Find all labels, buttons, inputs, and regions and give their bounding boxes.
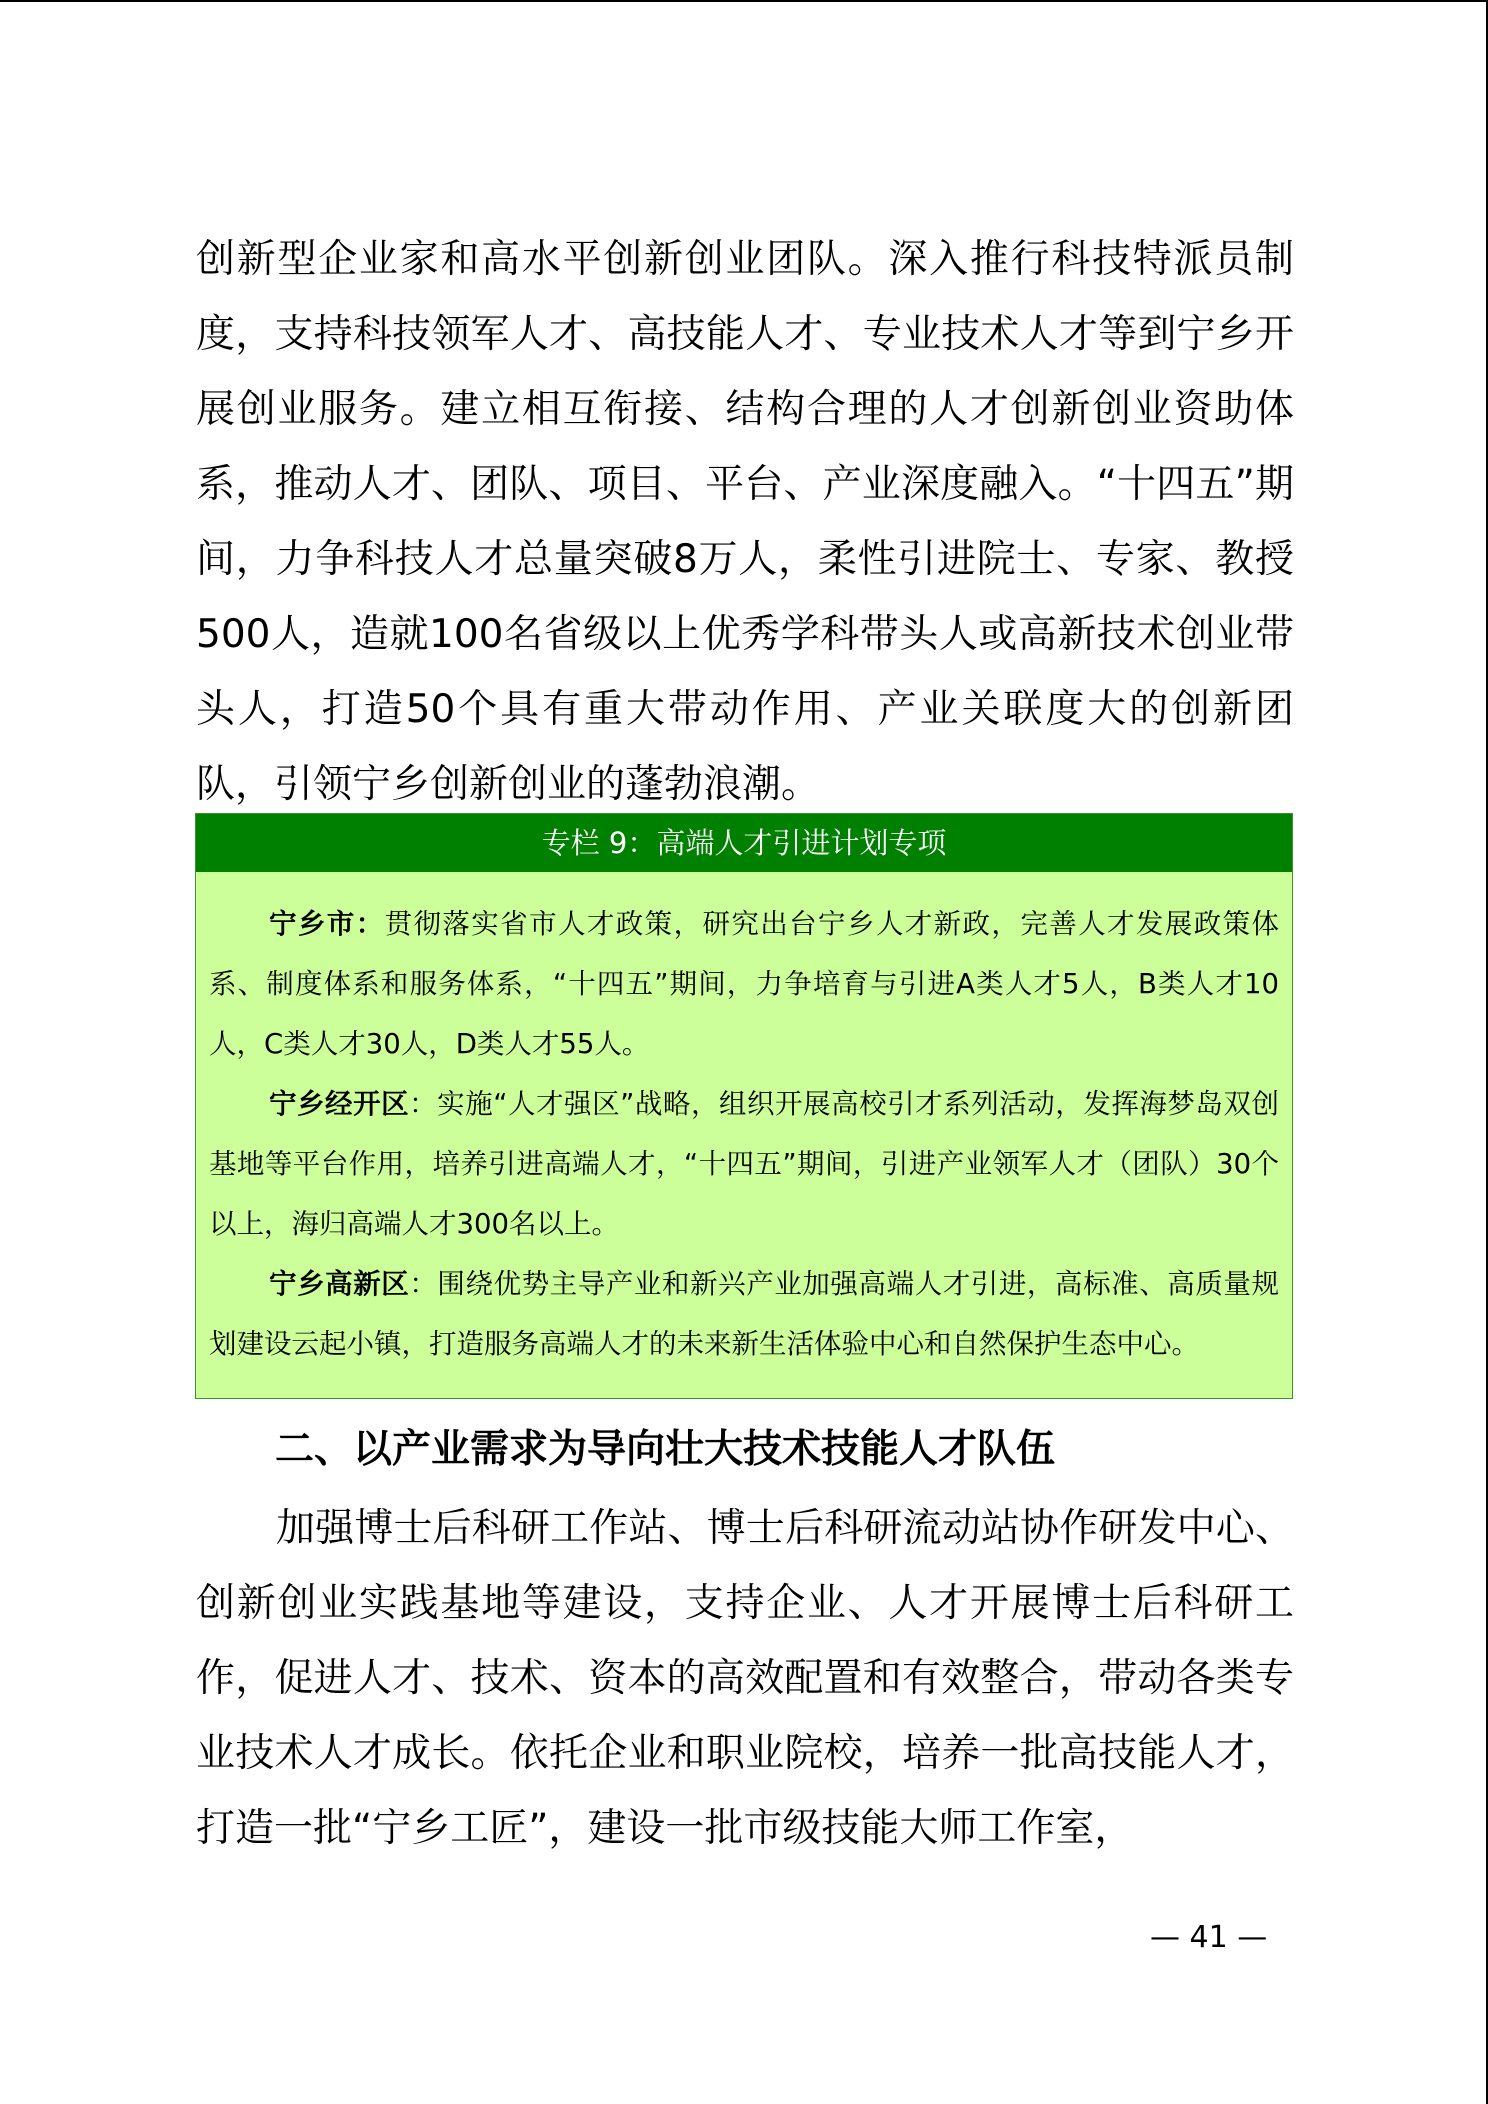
sidebar-item-lead: 宁乡经开区 xyxy=(269,1088,410,1120)
body-paragraph-1: 创新型企业家和高水平创新创业团队。深入推行科技特派员制度，支持科技领军人才、高技能人才、专业技术人才等到宁乡开展创业服务。建立相互衔接、结构合理的人才创新创业资助体系，推动人才、团队、项目、平台、产业深度融入。“十四五”期间，力争科技人才总量突破8万人，柔性引进院士、专家、教授500人，造就100名省级以上优秀学科带头人或高新技术创业带头人，打造50个具有重大带动作用、产业关联度大的创新团队，引领宁乡创新创业的蓬勃浪潮。 xyxy=(196,237,1294,807)
sidebar-title: 专栏 9：高端人才引进计划专项 xyxy=(196,814,1292,872)
section-heading: 二、以产业需求为导向壮大技术技能人才队伍 xyxy=(275,1427,1056,1472)
sidebar-body xyxy=(196,872,1292,1374)
page-top-border xyxy=(0,0,1488,2)
sidebar-item-text: 贯彻落实省市人才政策，研究出台宁乡人才新政，完善人才发展政策体系、制度体系和服务体系，“十四五”期间，力争培育与引进A类人才5人，B类人才10人，C类人才30人，D类人才55人。 xyxy=(209,908,1280,1060)
body-paragraph-2: 加强博士后科研工作站、博士后科研流动站协作研发中心、创新创业实践基地等建设，支持企业、人才开展博士后科研工作，促进人才、技术、资本的高效配置和有效整合，带动各类专业技术人才成长。依托企业和职业院校，培养一批高技能人才，打造一批“宁乡工匠”，建设一批市级技能大师工作室， xyxy=(196,1506,1294,1851)
sidebar-item-lead: 宁乡高新区 xyxy=(269,1268,410,1300)
sidebar-item-ningxiang-city xyxy=(209,894,1279,1074)
sidebar-item-hightech-zone xyxy=(209,1254,1279,1374)
sidebar-item-text: ：实施“人才强区”战略，组织开展高校引才系列活动，发挥海梦岛双创基地等平台作用，培养引进高端人才，“十四五”期间，引进产业领军人才（团队）30个以上，海归高端人才300名以上。 xyxy=(209,1088,1279,1240)
sidebar-box xyxy=(195,813,1293,1399)
sidebar-item-lead: 宁乡市： xyxy=(269,908,385,940)
sidebar-item-text: ：围绕优势主导产业和新兴产业加强高端人才引进，高标准、高质量规划建设云起小镇，打造服务高端人才的未来新生活体验中心和自然保护生态中心。 xyxy=(209,1268,1279,1360)
page-number: — 41 — xyxy=(1150,1920,1268,1955)
sidebar-item-economic-zone xyxy=(209,1074,1279,1254)
